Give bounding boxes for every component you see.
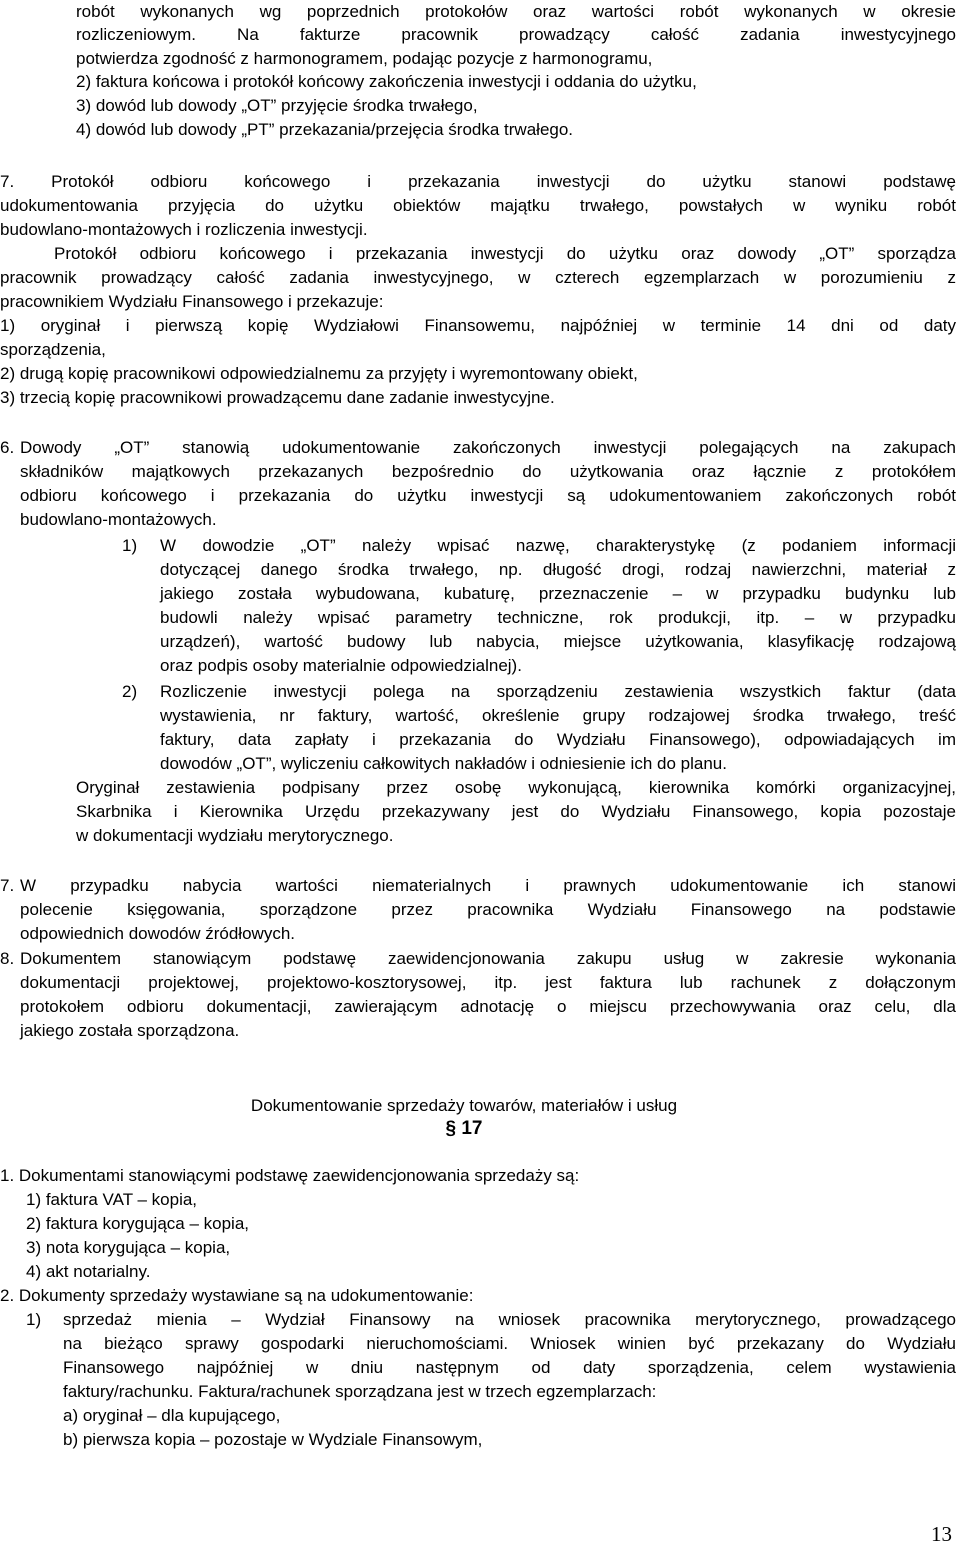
- paragraph-line: Skarbnika i Kierownika Urzędu przekazywany jest do Wydziału Finansowego, kopia pozostaje: [76, 802, 956, 821]
- section-number: § 17: [445, 1118, 483, 1139]
- list-item: 2) drugą kopię pracownikowi odpowiedzialnemu za przyjęty i wyremontowany obiekt,: [0, 364, 638, 383]
- list-heading: 2. Dokumenty sprzedaży wystawiane są na udokumentowanie:: [0, 1286, 474, 1305]
- paragraph-line: protokołem odbioru dokumentacji, zawierającym adnotację o miejscu przechowywania oraz celu, dla: [20, 997, 956, 1016]
- paragraph-line: Dokumentem stanowiącym podstawę zaewidencjonowania zakupu usług w zakresie wykonania: [20, 949, 956, 968]
- paragraph-line: pracownik prowadzący całość zadania inwestycyjnego, w czterech egzemplarzach w porozumieniu z: [0, 268, 956, 287]
- list-line: oraz podpis osoby materialnie odpowiedzialnej).: [160, 656, 522, 675]
- list-line: Finansowego najpóźniej w dniu następnym od daty sporządzenia, celem wystawienia: [63, 1358, 956, 1377]
- list-item: 1) oryginał i pierwszą kopię Wydziałowi Finansowemu, najpóźniej w terminie 14 dni od daty: [0, 316, 956, 335]
- page-number: 13: [931, 1522, 952, 1546]
- paragraph-line: w dokumentacji wydziału merytorycznego.: [76, 826, 394, 845]
- list-item: 2) faktura korygująca – kopia,: [26, 1214, 250, 1233]
- list-line: faktury/rachunku. Faktura/rachunek sporządzana jest w trzech egzemplarzach:: [63, 1382, 657, 1401]
- list-line: wystawienia, nr faktury, wartość, określenie grupy rodzajowej środka trwałego, treść: [160, 706, 956, 725]
- paragraph-line: polecenie księgowania, sporządzone przez pracownika Wydziału Finansowego na podstawie: [20, 900, 956, 919]
- list-line: sprzedaż mienia – Wydział Finansowy na wniosek pracownika merytorycznego, prowadzącego: [63, 1310, 956, 1329]
- list-heading: 1. Dokumentami stanowiącymi podstawę zaewidencjonowania sprzedaży są:: [0, 1166, 580, 1185]
- paragraph-line: budowlano-montażowych.: [20, 510, 217, 529]
- item-number: 2): [122, 682, 138, 701]
- list-item: 3) dowód lub dowody „OT” przyjęcie środka trwałego,: [76, 96, 478, 115]
- item-number: 7.: [0, 876, 15, 895]
- list-line: faktury, data zapłaty i przekazania do Wydziału Finansowego), odpowiadających im: [160, 730, 956, 749]
- section-title: Dokumentowanie sprzedaży towarów, materiałów i usług: [250, 1096, 678, 1115]
- paragraph-line: Dowody „OT” stanowią udokumentowanie zakończonych inwestycji polegających na zakupach: [20, 438, 956, 457]
- list-line: a) oryginał – dla kupującego,: [63, 1406, 281, 1425]
- list-item: sporządzenia,: [0, 340, 106, 359]
- list-item: 1) faktura VAT – kopia,: [26, 1190, 198, 1209]
- list-line: dowodów „OT”, wyliczeniu całkowitych nakładów i odniesienie ich do planu.: [160, 754, 727, 773]
- list-line: W dowodzie „OT” należy wpisać nazwę, charakterystykę (z podaniem informacji: [160, 536, 956, 555]
- paragraph-line: 7. Protokół odbioru końcowego i przekazania inwestycji do użytku stanowi podstawę: [0, 172, 956, 191]
- list-line: b) pierwsza kopia – pozostaje w Wydziale Finansowym,: [63, 1430, 483, 1449]
- paragraph-line: W przypadku nabycia wartości niematerialnych i prawnych udokumentowanie ich stanowi: [20, 876, 956, 895]
- list-item: 3) nota korygująca – kopia,: [26, 1238, 231, 1257]
- list-item: 3) trzecią kopię pracownikowi prowadzącemu dane zadanie inwestycyjne.: [0, 388, 555, 407]
- list-item: 4) dowód lub dowody „PT” przekazania/przejęcia środka trwałego.: [76, 120, 574, 139]
- list-line: urządzeń), wartość budowy lub nabycia, miejsce użytkowania, klasyfikację rodzajową: [160, 632, 956, 651]
- paragraph-line: Protokół odbioru końcowego i przekazania inwestycji do użytku oraz dowody „OT” sporządza: [54, 244, 956, 263]
- list-line: Rozliczenie inwestycji polega na sporządzeniu zestawienia wszystkich faktur (data: [160, 682, 956, 701]
- paragraph-line: budowlano-montażowych i rozliczenia inwestycji.: [0, 220, 368, 239]
- paragraph-line: odbioru końcowego i przekazania do użytku inwestycji są udokumentowaniem zakończonych robót: [20, 486, 956, 505]
- text-line: robót wykonanych wg poprzednich protokołów oraz wartości robót wykonanych w okresie: [76, 2, 956, 21]
- paragraph-line: składników majątkowych przekazanych bezpośrednio do użytkowania oraz łącznie z protokółem: [20, 462, 956, 481]
- text-line: rozliczeniowym. Na fakturze pracownik prowadzący całość zadania inwestycyjnego: [76, 25, 956, 44]
- list-line: dotyczącej danego środka trwałego, np. długość drogi, rodzaj nawierzchni, materiał z: [160, 560, 956, 579]
- paragraph-line: Oryginał zestawienia podpisany przez osobę wykonującą, kierownika komórki organizacyjnej,: [76, 778, 956, 797]
- paragraph-line: jakiego została sporządzona.: [20, 1021, 240, 1040]
- list-line: na bieżąco sprawy gospodarki nieruchomościami. Wniosek winien być przekazany do Wydziału: [63, 1334, 956, 1353]
- paragraph-line: dokumentacji projektowej, projektowo-kosztorysowej, itp. jest faktura lub rachunek z dołączonym: [20, 973, 956, 992]
- list-item: 2) faktura końcowa i protokół końcowy zakończenia inwestycji i oddania do użytku,: [76, 72, 697, 91]
- item-number: 6.: [0, 438, 15, 457]
- text-line: potwierdza zgodność z harmonogramem, podając pozycje z harmonogramu,: [76, 49, 653, 68]
- paragraph-line: udokumentowania przyjęcia do użytku obiektów majątku trwałego, powstałych w wyniku robót: [0, 196, 956, 215]
- paragraph-line: pracownikiem Wydziału Finansowego i przekazuje:: [0, 292, 384, 311]
- paragraph-line: odpowiednich dowodów źródłowych.: [20, 924, 295, 943]
- list-line: jakiego została wybudowana, kubaturę, przeznaczenie – w przypadku budynku lub: [160, 584, 956, 603]
- list-item: 4) akt notarialny.: [26, 1262, 151, 1281]
- list-line: budowli należy wpisać parametry techniczne, rok produkcji, itp. – w przypadku: [160, 608, 956, 627]
- item-number: 1): [122, 536, 138, 555]
- item-number: 1): [26, 1310, 42, 1329]
- item-number: 8.: [0, 949, 15, 968]
